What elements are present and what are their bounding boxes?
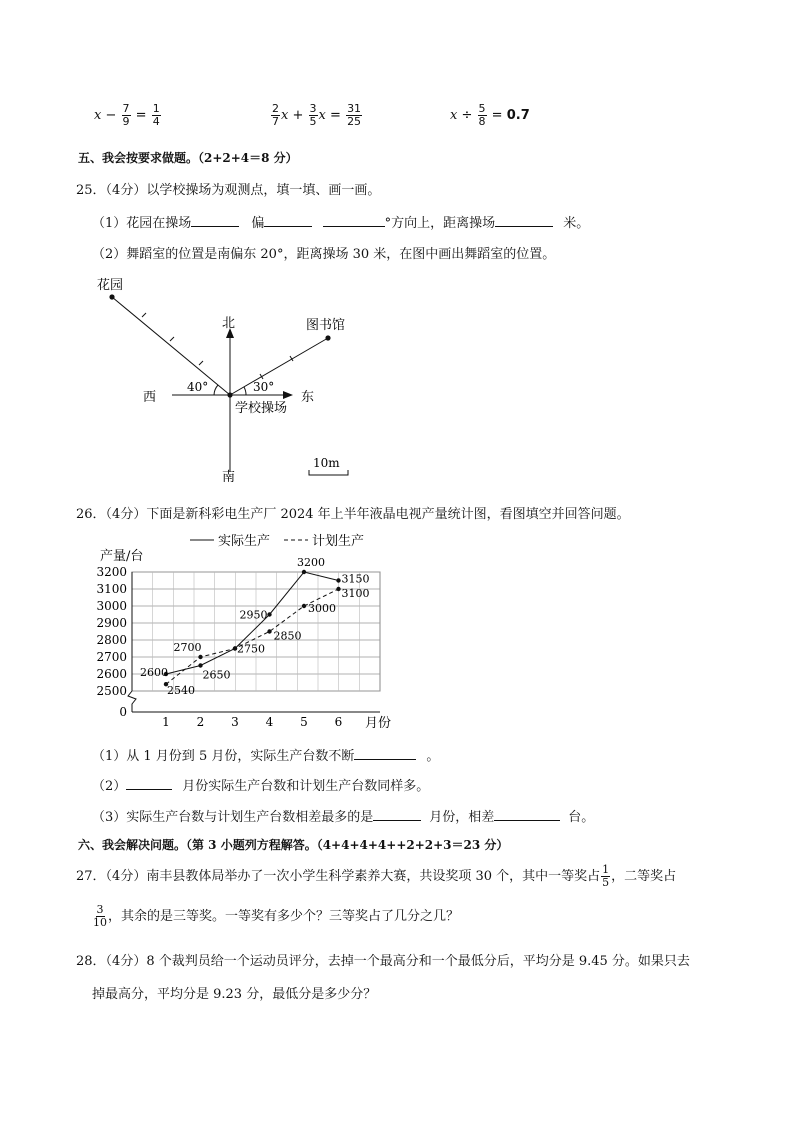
scale-label: 10m: [313, 456, 340, 470]
x-tick-label: 2: [196, 715, 205, 729]
answer-blank[interactable]: [494, 808, 560, 821]
actual-point: [267, 612, 271, 616]
section-5-heading: 五、我会按要求做题。（2+2+4＝8 分）: [78, 151, 298, 165]
origin-point: [227, 392, 232, 397]
scale-bar: [309, 470, 348, 475]
plan-data-label: 3100: [341, 587, 370, 600]
garden-point: [109, 294, 114, 299]
actual-point: [336, 578, 340, 582]
var-x: x: [94, 108, 102, 123]
fraction: $\frac{31}{25}$: [347, 102, 362, 128]
angle-arc-right: [244, 387, 246, 395]
q26-part1: （1）从 1 月份到 5 月份，实际生产台数不断 。: [92, 749, 440, 764]
fraction: $\frac{3}{5}$: [309, 102, 317, 128]
x-tick-label: 3: [231, 715, 239, 729]
fraction: $\frac{5}{8}$: [478, 102, 486, 128]
x-axis-label: 月份: [365, 716, 392, 731]
east-arrow: [283, 391, 293, 399]
east-label: 东: [301, 390, 315, 405]
garden-line: [112, 297, 230, 395]
fraction: $\frac{1}{4}$: [152, 102, 160, 128]
y-axis-label: 产量/台: [100, 549, 144, 564]
angle-label-left: 40°: [187, 380, 209, 394]
x-tick-label: 1: [162, 715, 170, 729]
q27-line2: $\frac{3}{10}$ ，其余的是三等奖。一等奖有多少个？三等奖占了几分之几？: [93, 903, 460, 929]
production-line-chart: [90, 526, 410, 732]
x-tick-label: 6: [334, 715, 343, 729]
angle-arc-left: [214, 385, 218, 395]
actual-point: [302, 570, 306, 574]
north-label: 北: [222, 316, 236, 331]
actual-data-label: 3200: [297, 556, 325, 569]
fraction: $\frac{1}{5}$: [602, 863, 610, 889]
actual-data-label: 2950: [239, 608, 268, 622]
y-tick-label: 2500: [96, 684, 127, 698]
library-point: [325, 335, 330, 340]
origin-label: 学校操场: [235, 401, 288, 416]
library-line: [230, 338, 328, 395]
equation-1: x − $\frac{7}{9}$ = $\frac{1}{4}$: [94, 102, 160, 128]
answer-blank[interactable]: [126, 777, 172, 790]
q26-stem: 26．（4分）下面是新科彩电生产厂 2024 年上半年液晶电视产量统计图，看图填空并回答问题。: [76, 507, 630, 522]
equation-3: x ÷ $\frac{5}{8}$ = 0.7: [450, 102, 530, 128]
plan-data-label: 2750: [237, 642, 265, 656]
plan-point: [198, 655, 202, 659]
equation-2: $\frac{2}{7}$ x + $\frac{3}{5}$ x = $\frac{31}{25}$: [272, 102, 362, 128]
plan-point: [302, 604, 306, 608]
fraction: $\frac{2}{7}$: [272, 102, 279, 128]
answer-blank[interactable]: [354, 747, 416, 760]
plan-point: [336, 587, 340, 591]
fraction: $\frac{3}{10}$: [93, 903, 107, 929]
west-label: 西: [143, 390, 157, 405]
plan-data-label: 2850: [273, 629, 302, 643]
x-tick-label: 5: [300, 715, 308, 729]
south-label: 南: [222, 470, 236, 485]
answer-blank[interactable]: [323, 214, 385, 227]
answer-blank[interactable]: [264, 214, 312, 227]
direction-map: [80, 270, 380, 490]
q27-line1: 27．（4分）南丰县教体局举办了一次小学生科学素养大赛，共设奖项 30 个，其中一等奖占 $\frac{1}{5}$ ，二等奖占: [76, 863, 677, 889]
legend-actual: 实际生产: [218, 534, 271, 549]
plan-point: [267, 629, 271, 633]
y-tick-label: 3100: [96, 582, 127, 596]
q25-stem: 25．（4分）以学校操场为观测点，填一填、画一画。: [76, 183, 381, 198]
plan-data-label: 2700: [173, 641, 202, 654]
y-tick-label: 2600: [96, 667, 127, 681]
q28-line1: 28．（4分）8 个裁判员给一个运动员评分，去掉一个最高分和一个最低分后，平均分是 9.45 分。如果只去: [76, 954, 690, 969]
actual-data-label: 2600: [140, 666, 168, 679]
actual-data-label: 3150: [341, 572, 370, 586]
y-tick-label: 2800: [96, 633, 127, 647]
section-6-heading: 六、我会解决问题。（第 3 小题列方程解答。（4+4+4+4++2+2+3＝23 分）: [78, 838, 509, 852]
angle-label-right: 30°: [253, 380, 275, 394]
actual-point: [198, 663, 202, 667]
q28-line2: 掉最高分，平均分是 9.23 分，最低分是多少分？: [92, 987, 377, 1002]
answer-blank[interactable]: [373, 808, 421, 821]
fraction: $\frac{7}{9}$: [122, 102, 130, 128]
actual-data-label: 2650: [202, 668, 231, 682]
plan-data-label: 3000: [308, 602, 336, 615]
q26-part3: （3）实际生产台数与计划生产台数相差最多的是 月份，相差 台。: [92, 810, 595, 825]
y-tick-label: 3000: [96, 599, 127, 613]
x-tick-label: 4: [265, 715, 274, 729]
y-tick-label: 2700: [96, 650, 127, 664]
y-tick-label: 0: [119, 705, 127, 719]
garden-label: 花园: [97, 278, 124, 293]
library-label: 图书馆: [306, 318, 346, 333]
axis-break-symbol: [128, 691, 136, 712]
answer-blank[interactable]: [495, 214, 553, 227]
plan-data-label: 2540: [167, 684, 195, 698]
y-tick-label: 2900: [96, 616, 127, 630]
answer-blank[interactable]: [191, 214, 239, 227]
q26-part2: （2） 月份实际生产台数和计划生产台数同样多。: [92, 779, 430, 794]
q25-part2: （2）舞蹈室的位置是南偏东 20°，距离操场 30 米，在图中画出舞蹈室的位置。: [92, 247, 556, 262]
legend-plan: 计划生产: [312, 534, 365, 549]
q25-part1: （1）花园在操场 偏 °方向上，距离操场 米。: [92, 216, 590, 231]
y-tick-label: 3200: [96, 565, 127, 579]
